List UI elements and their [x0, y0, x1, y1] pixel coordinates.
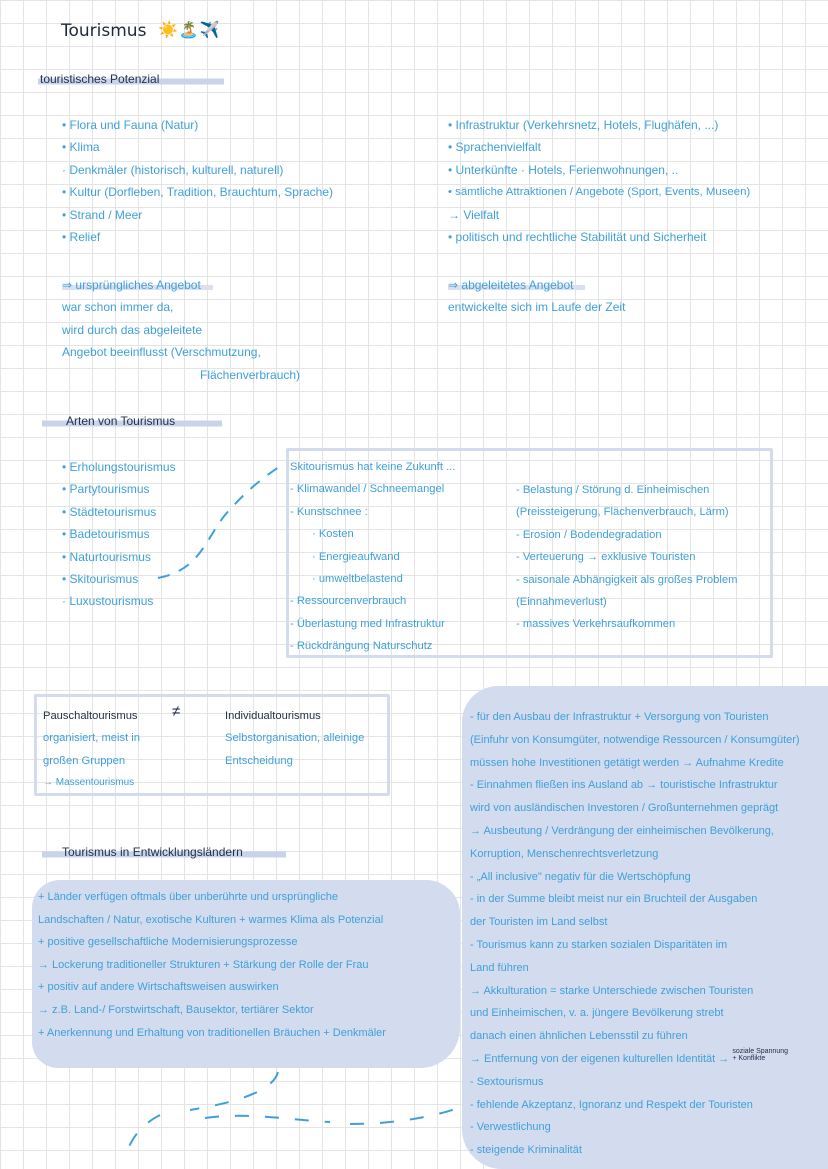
list-item: • Städtetourismus [62, 504, 157, 519]
identity-line: → Entfernung von der eigenen kulturellen Identität → [470, 1052, 730, 1065]
list-item: - Einnahmen fließen ins Ausland ab → touristische Infrastruktur [470, 779, 778, 792]
list-item: → z.B. Land-/ Forstwirtschaft, Bausektor, tertiärer Sektor [38, 1003, 314, 1016]
list-item: + Anerkennung und Erhaltung von traditionellen Bräuchen + Denkmäler [38, 1026, 386, 1039]
list-item: → Vielfalt [448, 207, 500, 222]
list-item: → Massentourismus [43, 777, 135, 789]
pauschal-title: Pauschaltourismus [43, 710, 138, 722]
list-item: (Einnahmeverlust) [516, 596, 607, 609]
list-item: - Ressourcenverbrauch [290, 595, 407, 608]
list-item: (Preissteigerung, Flächenverbrauch, Lärm) [516, 506, 729, 519]
list-item: war schon immer da, [62, 300, 174, 315]
list-item: • Strand / Meer [62, 207, 143, 222]
list-item: · Kosten [312, 528, 354, 541]
list-item: → Ausbeutung / Verdrängung der einheimischen Bevölkerung, [470, 824, 774, 837]
list-item: • Klima [62, 140, 100, 155]
list-item: - steigende Kriminalität [470, 1144, 582, 1157]
not-equal-sign: ≠ [172, 703, 181, 720]
list-item: · Denkmäler (historisch, kulturell, naturell) [62, 162, 284, 177]
list-item: - „All inclusive" negativ für die Wertschöpfung [470, 870, 691, 883]
list-item: wird durch das abgeleitete [62, 322, 203, 337]
list-item: großen Gruppen [43, 754, 126, 767]
list-item: - Sextourismus [470, 1075, 544, 1088]
list-item: · umweltbelastend [312, 573, 403, 586]
list-item: Land führen [470, 961, 529, 974]
list-item: • Relief [62, 230, 101, 245]
list-item: - massives Verkehrsaufkommen [516, 618, 676, 631]
list-item: · Energieaufwand [312, 550, 400, 563]
list-item: • sämtliche Attraktionen / Angebote (Sport, Events, Museen) [448, 186, 751, 199]
list-item: • Kultur (Dorfleben, Tradition, Brauchtum, Sprache) [62, 185, 333, 200]
list-item: - fehlende Akzeptanz, Ignoranz und Respekt der Touristen [470, 1098, 753, 1111]
list-item: - saisonale Abhängigkeit als großes Problem [516, 573, 738, 586]
list-item: - Tourismus kann zu starken sozialen Disparitäten im [470, 938, 728, 951]
list-item: organisiert, meist in [43, 732, 140, 745]
list-item: • Naturtourismus [62, 549, 151, 564]
list-item: - Verteuerung → exklusive Touristen [516, 551, 696, 564]
list-item: (Einfuhr von Konsumgüter, notwendige Ressourcen / Konsumgüter) [470, 733, 800, 746]
derived-offer-label: ⇒ abgeleitetes Angebot [448, 278, 585, 292]
list-item: entwickelte sich im Laufe der Zeit [448, 300, 626, 315]
list-item: • Erholungstourismus [62, 460, 176, 474]
original-offer-label: ⇒ ursprüngliches Angebot [62, 278, 213, 292]
ski-connector-line [158, 465, 282, 578]
list-item: • Skitourismus [62, 572, 139, 587]
list-item: und Einheimischen, v. a. jüngere Bevölkerung strebt [470, 1007, 724, 1020]
list-item: müssen hohe Investitionen getätigt werden → Aufnahme Kredite [470, 756, 784, 769]
list-item: • politisch und rechtliche Stabilität und Sicherheit [448, 230, 707, 245]
ski-title: Skitourismus hat keine Zukunft ... [290, 461, 456, 473]
individual-title: Individualtourismus [225, 710, 321, 722]
page-title: Tourismus [61, 21, 147, 41]
list-item: - Klimawandel / Schneemangel [290, 483, 445, 496]
list-item: Korruption, Menschenrechtsverletzung [470, 847, 659, 860]
list-item: + positive gesellschaftliche Modernisierungsprozesse [38, 936, 298, 949]
list-item: Landschaften / Natur, exotische Kulturen + warmes Klima als Potenzial [38, 913, 384, 926]
list-item: - Überlastung med Infrastruktur [290, 617, 445, 630]
list-item: Selbstorganisation, alleinige [225, 732, 365, 745]
list-item: - Rückdrängung Naturschutz [290, 640, 433, 653]
title-emoji-icons: ☀️🏝️✈️ [158, 20, 221, 39]
heading-potenzial: touristisches Potenzial [38, 72, 224, 86]
conflict-note: soziale Spannung + Konflikte [732, 1047, 788, 1062]
heading-entwicklungslaender: Tourismus in Entwicklungsländern [42, 845, 286, 859]
list-item: + Länder verfügen oftmals über unberührte und ursprüngliche [38, 891, 338, 903]
list-item: - in der Summe bleibt meist nur ein Bruchteil der Ausgaben [470, 893, 758, 906]
list-item: → Lockerung traditioneller Strukturen + Stärkung der Rolle der Frau [38, 958, 369, 971]
list-item: der Touristen im Land selbst [470, 916, 608, 929]
list-item: wird von ausländischen Investoren / Großunternehmen geprägt [470, 802, 779, 815]
list-item: Flächenverbrauch) [200, 367, 301, 382]
list-item: + positiv auf andere Wirtschaftsweisen auswirken [38, 981, 279, 994]
list-item: • Badetourismus [62, 527, 150, 542]
heading-arten: Arten von Tourismus [42, 414, 222, 428]
list-item: danach einen ähnlichen Lebensstil zu führen [470, 1030, 688, 1043]
list-item: - für den Ausbau der Infrastruktur + Versorgung von Touristen [470, 711, 769, 723]
list-item: • Sprachenvielfalt [448, 140, 541, 155]
list-item: - Erosion / Bodendegradation [516, 528, 662, 541]
list-item: - Belastung / Störung d. Einheimischen [516, 484, 710, 496]
list-item: Angebot beeinflusst (Verschmutzung, [62, 345, 261, 360]
list-item: • Partytourismus [62, 482, 150, 497]
list-item: • Unterkünfte · Hotels, Ferienwohnungen, .. [448, 162, 679, 177]
list-item: - Kunstschnee : [290, 505, 368, 518]
blob-connector-line [124, 1072, 458, 1160]
list-item: Entscheidung [225, 754, 293, 767]
list-item: → Akkulturation = starke Unterschiede zwischen Touristen [470, 984, 754, 997]
list-item: • Infrastruktur (Verkehrsnetz, Hotels, Flughäfen, ...) [448, 118, 719, 132]
list-item: • Flora und Fauna (Natur) [62, 118, 199, 132]
list-item: - Verwestlichung [470, 1121, 551, 1134]
list-item: · Luxustourismus [62, 594, 154, 609]
